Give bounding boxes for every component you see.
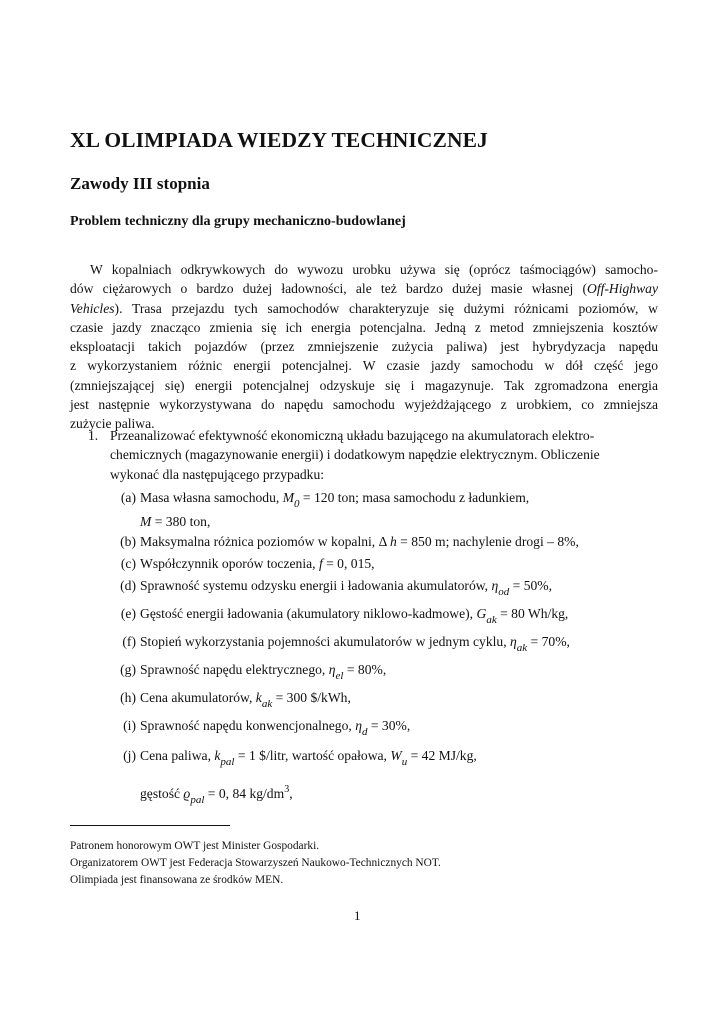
document-title: XL OLIMPIADA WIEDZY TECHNICZNEJ	[70, 128, 488, 152]
footnote: Patronem honorowym OWT jest Minister Gospodarki.	[70, 840, 320, 852]
intro-line: eksploatacji takich pojazdów (przez zmniejszenie zużycia paliwa) jest hybrydyzacja napędu	[70, 339, 658, 355]
intro-line: dów ciężarowych o bardzo dużej ładowności, ale też bardzo dużej masie własnej (Off-Highway	[70, 281, 658, 297]
intro-line: czasie jazdy znacząco zmienia się ich energia potencjalna. Jedną z metod zmniejszenia kosztów	[70, 319, 658, 335]
intro-line: zużycie paliwa.	[70, 416, 155, 432]
competition-stage: Zawody III stopnia	[70, 174, 210, 193]
intro-line: W kopalniach odkrywkowych do wywozu urobku używa się (oprócz taśmociągów) samocho-	[90, 262, 658, 277]
page-number: 1	[354, 908, 361, 923]
footnote: Olimpiada jest finansowana ze środków MEN.	[70, 874, 284, 886]
intro-line: z wykorzystaniem różnic energii potencjalnej. W czasie jazdy samochodu w dół część jego	[70, 358, 658, 374]
section-heading: Problem techniczny dla grupy mechaniczno-budowlanej	[70, 214, 406, 229]
footnote-rule	[70, 825, 230, 826]
intro-line: (zmniejszającej się) energii potencjalnej odzyskuje się i magazynuje. Tak zgromadzona energia	[70, 377, 658, 393]
document-page: XL OLIMPIADA WIEDZY TECHNICZNEJ Zawody III stopnia Problem techniczny dla grupy mechaniczno-budowlanej W kopalniach odkrywkowych do wywozu urobku używa się (oprócz taśmociągów) samocho- dów ciężarowych o bardzo dużej ładowności, ale też bardzo dużej masie własnej (Off-Highway Vehicles). Trasa przejazdu tych samochodów charakteryzuje się dużymi różnicami poziomów, w czasie jazdy znacząco zmienia się ich energia potencjalna. Jedną z metod zmniejszenia kosztów eksploatacji takich pojazdów (przez zmniejszenie zużycia paliwa) jest hybrydyzacja napędu z wykorzystaniem różnic energii potencjalnej. W czasie jazdy samochodu w dół część jego (zmniejszającej się) energii potencjalnej odzyskuje się i magazynuje. Tak zgromadzona energia jest następnie wykorzystywana do napędu samochodu wyjeżdżającego z urobkiem, co zmniejsza zużycie paliwa. 1. Przeanalizować efektywność ekonomiczną układu bazującego na akumulatorach elektro- chemicznych (magazynowanie energii) i dodatkowym napędzie elektrycznym. Obliczenie wykonać dla następującego przypadku: (a) Masa własna samochodu, $M_0 = 120$ ton; masa samochodu z ładunkiem, M = 380 ton, (b) Maksymalna różnica poziomów w kopalni, Δ h = 850 m; nachylenie drogi – 8%, (c) Współczynnik oporów toczenia, f = 0, 015, (d) Sprawność systemu odzysku energii i ładowania akumulatorów, $\eta_{od} = 50\%$, (e) Gęstość energii ładowania (akumulatory niklowo-kadmowe), $G_{ak} = 80$ Wh/kg, (f) Stopień wykorzystania pojemności akumulatorów w jednym cyklu, $\eta_{ak} = 70\%$, (g) Sprawność napędu elektrycznego, $\eta_{el} = 80\%$, (h) Cena akumulatorów, $k_{ak} = 300$ $/kWh, (i) Sprawność napędu konwencjonalnego, $\eta_d = 30\%$, (j) Cena paliwa, $k_{pal} = 1$ $/litr, wartość opałowa, $W_u = 42$ MJ/kg, gęstość $ϱ_{pal} = 0$, 84 $kg/dm^3$, Patronem honorowym OWT jest Minister Gospodarki. Organizatorem OWT jest Federacja Stowarzyszeń Naukowo-Technicznych NOT. Olimpiada jest finansowana ze środków MEN. 1	[70, 128, 658, 923]
task-line: chemicznych (magazynowanie energii) i dodatkowym napędzie elektrycznym. Obliczenie	[110, 447, 600, 463]
task-line: Przeanalizować efektywność ekonomiczną układu bazującego na akumulatorach elektro-	[110, 428, 595, 443]
footnote: Organizatorem OWT jest Federacja Stowarzyszeń Naukowo-Technicznych NOT.	[70, 857, 441, 869]
intro-line: jest następnie wykorzystywana do napędu samochodu wyjeżdżającego z urobkiem, co zmniejsza	[70, 397, 658, 413]
intro-paragraph	[70, 260, 658, 434]
task-line: wykonać dla następującego przypadku:	[110, 466, 325, 482]
task-number: 1.	[88, 428, 99, 443]
footnotes	[70, 838, 441, 889]
intro-line: Vehicles). Trasa przejazdu tych samochodów charakteryzuje się dużymi różnicami poziomów, w	[70, 300, 658, 316]
